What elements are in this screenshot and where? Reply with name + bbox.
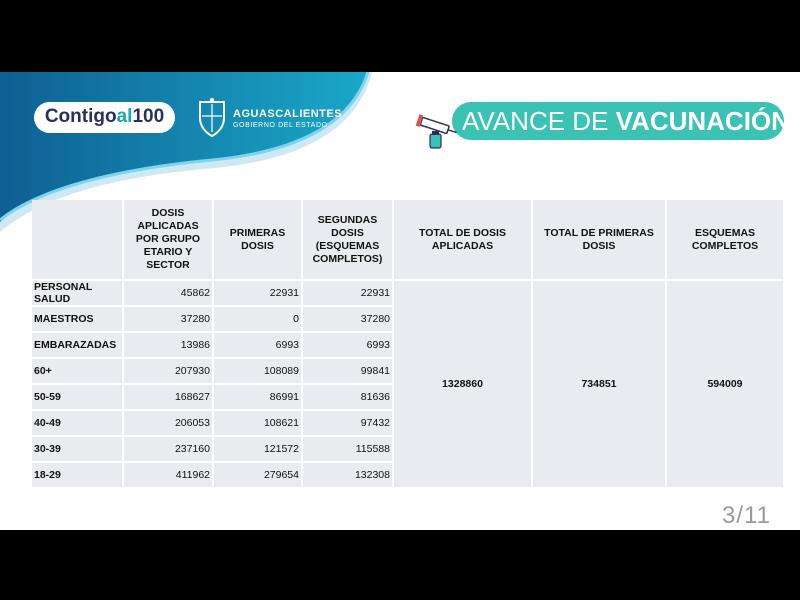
contigo-al-100-logo: [34, 102, 175, 133]
header-dosis-aplicadas: DOSIS APLICADAS POR GRUPO ETARIO Y SECTOR: [124, 200, 212, 279]
cell-segundas: 37280: [303, 307, 392, 331]
header-total-primeras: TOTAL DE PRIMERAS DOSIS: [533, 200, 665, 279]
total-aplicadas-value: 1328860: [394, 281, 531, 487]
cell-segundas: 99841: [303, 359, 392, 383]
row-group: 18-29: [32, 463, 122, 487]
cell-primeras: 121572: [214, 437, 301, 461]
row-group: PERSONAL SALUD: [32, 281, 122, 305]
header-total-aplicadas: TOTAL DE DOSIS APLICADAS: [394, 200, 531, 279]
total-primeras-value: 734851: [533, 281, 665, 487]
government-subtitle: GOBIERNO DEL ESTADO: [233, 122, 328, 129]
cell-primeras: 6993: [214, 333, 301, 357]
row-group: 50-59: [32, 385, 122, 409]
row-group: 30-39: [32, 437, 122, 461]
cell-segundas: 97432: [303, 411, 392, 435]
header-segundas-dosis: SEGUNDAS DOSIS (ESQUEMAS COMPLETOS): [303, 200, 392, 279]
cell-primeras: 108089: [214, 359, 301, 383]
cell-primeras: 0: [214, 307, 301, 331]
header-primeras-dosis: PRIMERAS DOSIS: [214, 200, 301, 279]
government-name: AGUASCALIENTES: [233, 108, 343, 120]
cell-primeras: 22931: [214, 281, 301, 305]
table-row: [32, 281, 783, 305]
cell-segundas: 6993: [303, 333, 392, 357]
header-esquemas-completos: ESQUEMAS COMPLETOS: [667, 200, 783, 279]
logo-text-contigo: Contigo: [44, 106, 117, 127]
logo-text-100: 100: [132, 106, 165, 127]
header-group: [32, 200, 122, 279]
cell-aplicadas: 168627: [124, 385, 212, 409]
page-indicator: 3/11: [722, 502, 771, 529]
cell-primeras: 108621: [214, 411, 301, 435]
row-group: 60+: [32, 359, 122, 383]
cell-segundas: 115588: [303, 437, 392, 461]
slide: [0, 72, 800, 530]
cell-segundas: 81636: [303, 385, 392, 409]
title-bold: VACUNACIÓN: [615, 106, 790, 136]
row-group: 40-49: [32, 411, 122, 435]
cell-aplicadas: 411962: [124, 463, 212, 487]
title-light: AVANCE DE: [462, 106, 616, 136]
cell-primeras: 86991: [214, 385, 301, 409]
table-header-row: [32, 200, 783, 279]
page-title: [452, 102, 790, 140]
logo-text-al: al: [116, 106, 133, 127]
cell-aplicadas: 207930: [124, 359, 212, 383]
vaccination-table: [30, 198, 785, 489]
cell-primeras: 279654: [214, 463, 301, 487]
cell-aplicadas: 45862: [124, 281, 212, 305]
state-shield-icon: [196, 98, 228, 138]
cell-aplicadas: 37280: [124, 307, 212, 331]
syringe-vial-icon: [414, 108, 458, 150]
cell-segundas: 132308: [303, 463, 392, 487]
row-group: MAESTROS: [32, 307, 122, 331]
cell-aplicadas: 237160: [124, 437, 212, 461]
cell-aplicadas: 206053: [124, 411, 212, 435]
esquemas-completos-value: 594009: [667, 281, 783, 487]
cell-aplicadas: 13986: [124, 333, 212, 357]
cell-segundas: 22931: [303, 281, 392, 305]
row-group: EMBARAZADAS: [32, 333, 122, 357]
